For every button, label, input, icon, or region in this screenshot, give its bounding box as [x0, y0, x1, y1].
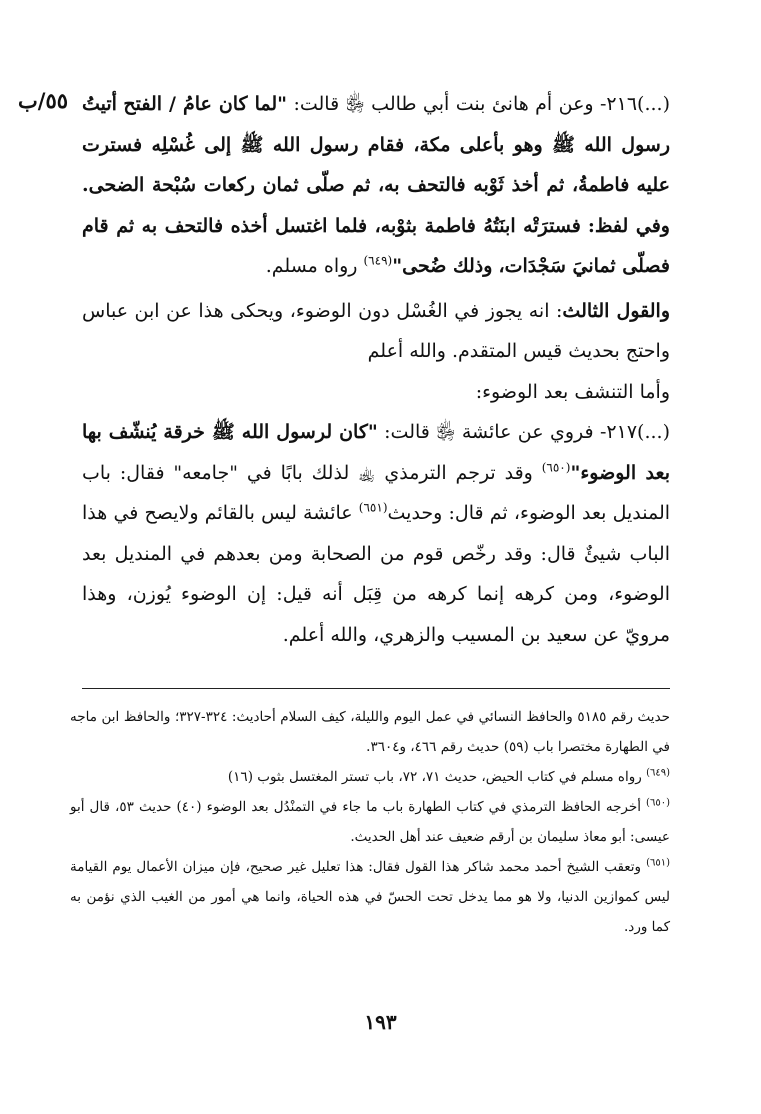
- hadith-217-paragraph: [82, 412, 670, 655]
- hadith-217-intro: (...)٢١٧- فروي عن عائشة ﵂ قالت:: [377, 421, 670, 443]
- footnote-649-text: رواه مسلم في كتاب الحيض، حديث ٧١، ٧٢، باب تستر المغتسل بثوب (١٦): [227, 769, 647, 785]
- footnote-651-text: وتعقب الشيخ أحمد محمد شاكر هذا القول فقال: هذا تعليل غير صحيح، فإن ميزان الأعمال يوم القيامة ليس كموازين الدنيا، ولا هو مما يدخل تحت الحسّ في هذه الحياة، وانما هي أمور من الغيب الذي نؤمن به كما ورد.: [70, 859, 670, 935]
- third-opinion-paragraph: [82, 291, 670, 372]
- footnote-ref-651: (٦٥١): [358, 500, 388, 515]
- footnote-649: [70, 762, 670, 792]
- footnote-650-number: (٦٥٠): [646, 797, 670, 809]
- hadith-216-line-5: وذلك ضُحى": [392, 255, 493, 277]
- hadith-216-line-4: فسترَتْه ابنَتُهُ فاطمة بثوْبه، فلما اغتسل أخذه فالتحف به ثم قام فصلّى ثمانيَ سَجْدَات،: [82, 214, 670, 277]
- footnote-continuation: حديث رقم ٥١٨٥ والحافظ النسائي في عمل اليوم والليلة، كيف السلام أحاديث: ٣٢٤-٣٢٧؛ والحافظ ابن ماجه في الطهارة مختصرا باب (٥٩) حديث رقم ٤٦٦، و٣٦٠٤.: [70, 709, 670, 755]
- page-number: ١٩٣: [364, 1010, 397, 1034]
- footnote-649-number: (٦٤٩): [646, 767, 670, 779]
- main-text: [82, 84, 670, 655]
- footnote-divider: [82, 688, 670, 689]
- hadith-216-line-3: فاطمةُ، ثم أخذ ثَوْبه فالتحف به، ثم صلّى ثمان ركعات سُبْحة الضحى. وفي لفظ:: [82, 174, 670, 237]
- footnote-651-number: (٦٥١): [646, 857, 670, 869]
- margin-folio-reference: ٥٥/ب: [18, 88, 69, 113]
- hadith-217-quote: "كان لرسول الله ﷺ خرقة يُنشّف بها بعد الوضوء": [82, 421, 670, 484]
- footnote-650-text: أخرجه الحافظ الترمذي في كتاب الطهارة باب ما جاء في التمنْدُل بعد الوضوء (٤٠) حديث ٥٣، قال أبو عيسى: أبو معاذ سليمان بن أرقم ضعيف عند أهل الحديث.: [70, 799, 670, 845]
- third-opinion-text: : انه يجوز في الغُسْل دون الوضوء، ويحكى هذا عن ابن عباس واحتج بحديث قيس المتقدم. والله أعلم: [82, 299, 670, 362]
- footnote-ref-649: (٦٤٩): [363, 253, 393, 268]
- hadith-217-commentary: وقد ترجم الترمذي ﵀ لذلك بابًا في "جامعه" فقال: باب المنديل بعد الوضوء، ثم قال: وحديث: [82, 461, 671, 524]
- hadith-217-commentary-end: عائشة ليس بالقائم ولايصح في هذا الباب شيئٌ قال: وقد رخّص قوم من الصحابة ومن بعدهم في المنديل بعد الوضوء، ومن كرهه إنما كرهه من قِبَل أنه قيل: إن الوضوء يُوزن، وهذا مرويّ عن سعيد بن المسيب والزهري، والله أعلم.: [82, 502, 670, 646]
- hadith-216-paragraph: [82, 84, 670, 287]
- hadith-216-line-2: أتيتُ رسول الله ﷺ وهو بأعلى مكة، فقام رسول الله ﷺ إلى غُسْلِه فسترت عليه: [82, 93, 670, 196]
- hadith-216-source: رواه مسلم.: [265, 255, 364, 277]
- drying-heading: وأما التنشف بعد الوضوء:: [475, 380, 670, 403]
- footnotes: [70, 702, 670, 942]
- footnote-650: [70, 792, 670, 852]
- footnote-651: [70, 852, 670, 942]
- footnote-ref-650: (٦٥٠): [541, 460, 571, 475]
- hadith-216-intro: (...)٢١٦- وعن أم هانئ بنت أبي طالب ﵂ قالت:: [287, 93, 670, 115]
- third-opinion-heading: والقول الثالث: [562, 299, 670, 322]
- hadith-216-quote-start: "لما كان عامُ / الفتح: [123, 93, 288, 115]
